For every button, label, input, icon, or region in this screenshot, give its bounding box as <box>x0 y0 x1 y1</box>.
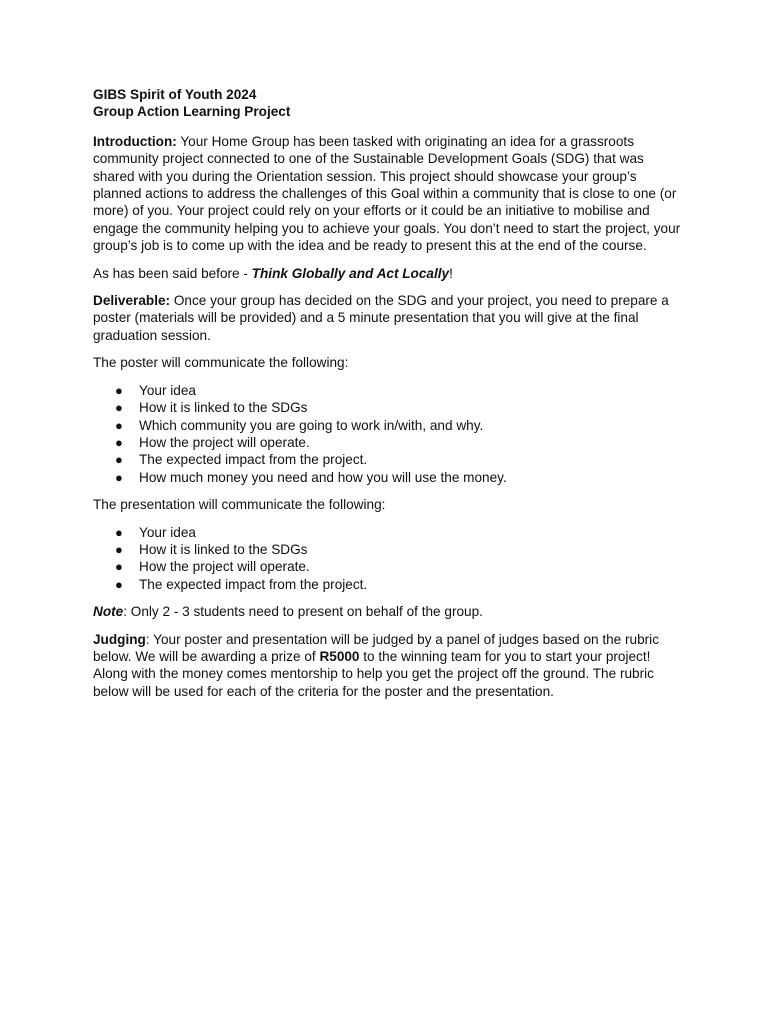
poster-intro: The poster will communicate the following: <box>93 355 349 371</box>
list-item <box>93 576 683 593</box>
list-item-text: How it is linked to the SDGs <box>139 400 308 416</box>
document-title: GIBS Spirit of Youth 2024 <box>93 87 257 102</box>
list-item-text: Which community you are going to work in/with, and why. <box>139 417 484 433</box>
list-item <box>93 469 683 486</box>
list-item <box>93 382 683 399</box>
judging-label: Judging <box>93 631 146 647</box>
bullet-icon: ● <box>115 469 123 485</box>
bullet-icon: ● <box>115 417 123 433</box>
list-item <box>93 417 683 434</box>
judging-text-before: : Your poster and presentation will be judged by a panel of judges based on the rubric below. We will be awarding a prize of <box>93 631 660 664</box>
motto-suffix: ! <box>449 265 453 281</box>
note-paragraph <box>93 603 683 620</box>
judging-paragraph <box>93 631 683 701</box>
introduction-paragraph <box>93 133 683 255</box>
motto-prefix: As has been said before - <box>93 265 252 281</box>
introduction-label: Introduction: <box>93 133 177 149</box>
bullet-icon: ● <box>115 541 123 557</box>
list-item-text: How much money you need and how you will use the money. <box>139 469 507 485</box>
bullet-icon: ● <box>115 559 123 575</box>
presentation-intro: The presentation will communicate the following: <box>93 497 386 513</box>
judging-text-after: to the winning team for you to start your project! Along with the money comes mentorship to help you get the project off the ground. The rubric below will be used for each of the criteria for the poster and the presentation. <box>93 648 654 699</box>
document-subtitle: Group Action Learning Project <box>93 104 291 120</box>
poster-list <box>93 382 683 486</box>
note-text: : Only 2 - 3 students need to present on behalf of the group. <box>123 604 483 620</box>
header <box>93 86 683 121</box>
bullet-icon: ● <box>115 452 123 468</box>
presentation-list <box>93 524 683 594</box>
list-item-text: The expected impact from the project. <box>139 576 368 592</box>
motto-paragraph <box>93 265 683 282</box>
list-item <box>93 558 683 575</box>
list-item-text: How the project will operate. <box>139 434 310 450</box>
list-item-text: The expected impact from the project. <box>139 452 368 468</box>
motto-emphasis: Think Globally and Act Locally <box>251 265 450 281</box>
deliverable-label: Deliverable: <box>93 293 171 309</box>
bullet-icon: ● <box>115 576 123 592</box>
bullet-icon: ● <box>115 524 123 540</box>
list-item <box>93 524 683 541</box>
document-page <box>93 86 683 710</box>
list-item-text: How it is linked to the SDGs <box>139 541 308 557</box>
bullet-icon: ● <box>115 434 123 450</box>
note-label: Note <box>93 604 124 620</box>
list-item <box>93 399 683 416</box>
prize-amount: R5000 <box>319 648 360 664</box>
deliverable-paragraph <box>93 292 683 344</box>
list-item-text: Your idea <box>139 382 196 398</box>
list-item <box>93 434 683 451</box>
deliverable-text: Once your group has decided on the SDG and your project, you need to prepare a poster (materials will be provided) and a 5 minute presentation that you will give at the final graduation session. <box>93 293 669 343</box>
list-item-text: Your idea <box>139 524 196 540</box>
bullet-icon: ● <box>115 382 123 398</box>
list-item-text: How the project will operate. <box>139 559 310 575</box>
list-item <box>93 451 683 468</box>
bullet-icon: ● <box>115 400 123 416</box>
introduction-text: Your Home Group has been tasked with originating an idea for a grassroots community project connected to one of the Sustainable Development Goals (SDG) that was shared with you during the Orientation session. This project should showcase your group’s planned actions to address the challenges of this Goal within a community that is close to one (or more) of you. Your project could rely on your efforts or it could be an initiative to mobilise and engage the community helping you to achieve your goals. You don’t need to start the project, your group’s job is to come up with the idea and be ready to present this at the end of the course. <box>93 133 681 254</box>
list-item <box>93 541 683 558</box>
